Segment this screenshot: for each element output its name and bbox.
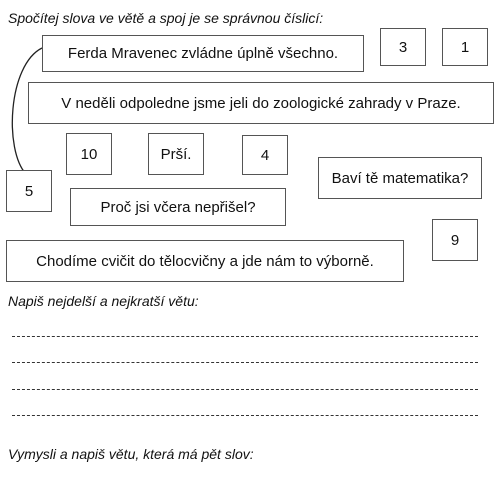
- number-box-1[interactable]: 1: [442, 28, 488, 66]
- sentence-box-1[interactable]: Ferda Mravenec zvládne úplně všechno.: [42, 35, 364, 72]
- number-box-5[interactable]: 5: [6, 170, 52, 212]
- sentence-box-2[interactable]: V neděli odpoledne jsme jeli do zoologické zahrady v Praze.: [28, 82, 494, 124]
- writing-line-4[interactable]: [12, 415, 478, 416]
- instruction-longest-shortest: Napiš nejdelší a nejkratší větu:: [8, 293, 199, 309]
- sentence-box-6[interactable]: Chodíme cvičit do tělocvičny a jde nám to výborně.: [6, 240, 404, 282]
- sentence-box-4[interactable]: Baví tě matematika?: [318, 157, 482, 199]
- sentence-box-3[interactable]: Prší.: [148, 133, 204, 175]
- instruction-count-words: Spočítej slova ve větě a spoj je se správnou číslicí:: [8, 10, 324, 26]
- number-box-10[interactable]: 10: [66, 133, 112, 175]
- instruction-five-words: Vymysli a napiš větu, která má pět slov:: [8, 446, 254, 462]
- writing-line-1[interactable]: [12, 336, 478, 337]
- number-box-4[interactable]: 4: [242, 135, 288, 175]
- writing-line-2[interactable]: [12, 362, 478, 363]
- number-box-9[interactable]: 9: [432, 219, 478, 261]
- sentence-box-5[interactable]: Proč jsi včera nepřišel?: [70, 188, 286, 226]
- number-box-3[interactable]: 3: [380, 28, 426, 66]
- writing-line-3[interactable]: [12, 389, 478, 390]
